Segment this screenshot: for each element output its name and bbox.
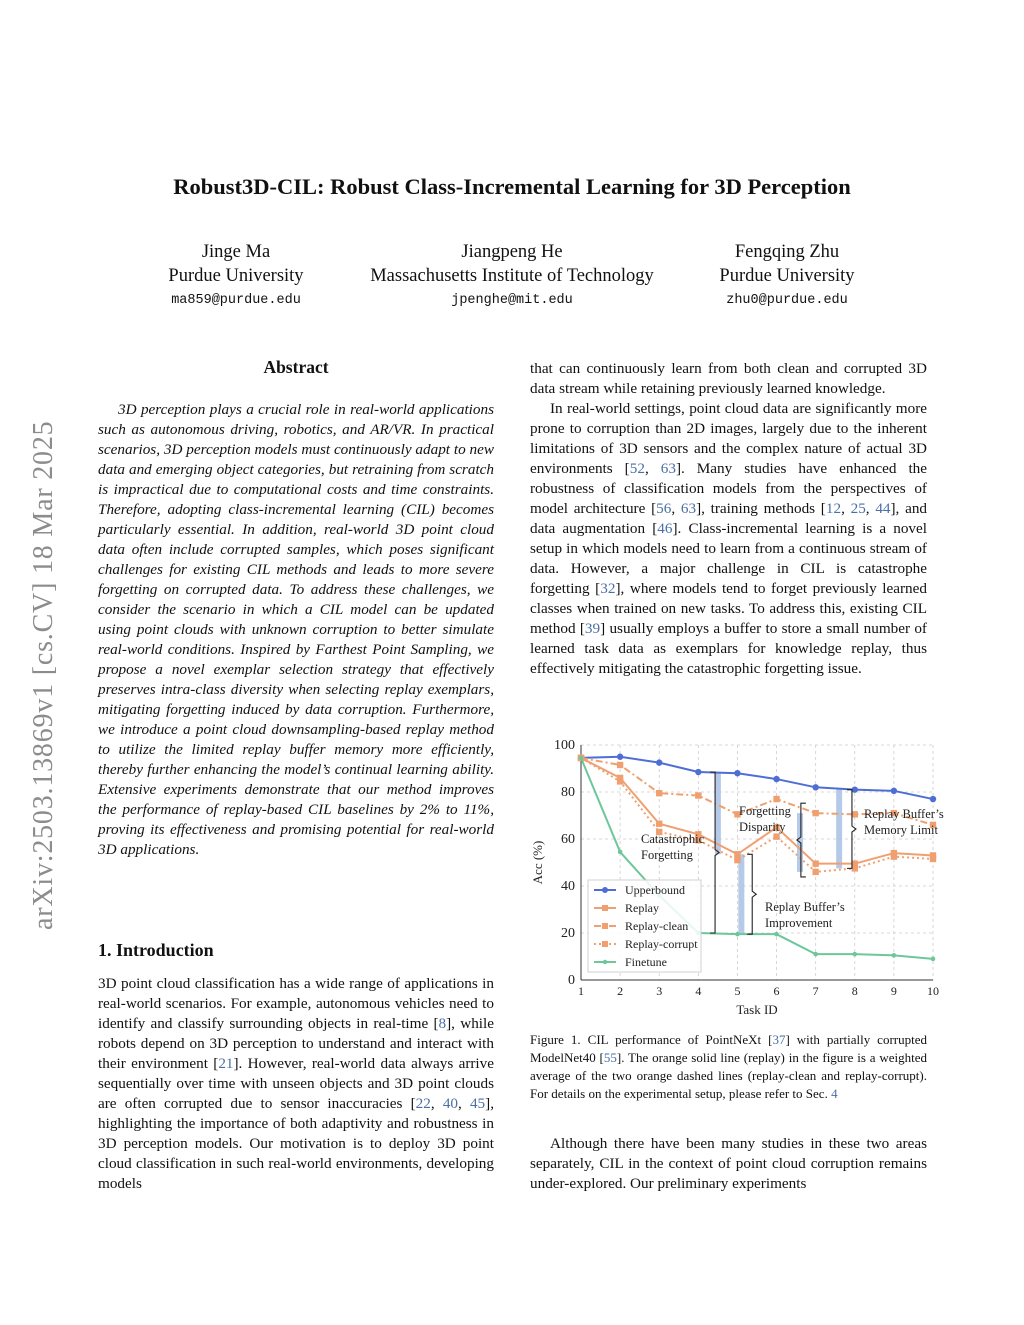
- data-point: [930, 796, 936, 802]
- legend-label: Finetune: [625, 955, 667, 969]
- data-point: [852, 786, 858, 792]
- intro-right-column-bottom: [530, 1134, 927, 1194]
- text-run: ] with partially corrupted ModelNet40 [: [530, 1032, 927, 1065]
- x-tick-label: 10: [927, 984, 939, 998]
- citation-link[interactable]: 52: [629, 460, 645, 477]
- abstract-body: [98, 400, 494, 860]
- author-affiliation: Massachusetts Institute of Technology: [370, 266, 654, 286]
- figure-caption: [530, 1031, 927, 1103]
- data-point: [891, 788, 897, 794]
- data-point: [656, 821, 662, 827]
- gap-bar: [738, 854, 744, 934]
- text-run: ] usually employs a buffer to store a small number of learned task data as exemplars for knowledge replay, thus effectively mitigating the catastrophic forgetting issue.: [530, 620, 927, 677]
- y-tick-label: 20: [561, 926, 575, 941]
- section-link[interactable]: 4: [831, 1086, 838, 1101]
- intro-paragraph-3: Although there have been many studies in these two areas separately, CIL in the context of point cloud corruption remains under-explored. Our preliminary experiments: [530, 1135, 927, 1192]
- x-tick-label: 6: [773, 984, 780, 998]
- y-tick-label: 80: [561, 785, 575, 800]
- data-point: [618, 850, 623, 855]
- text-run: ,: [458, 1095, 470, 1112]
- section-heading-introduction: 1. Introduction: [98, 940, 214, 960]
- annotation-label: Improvement: [765, 916, 833, 930]
- text-run: ]. The orange solid line (replay) in the figure is a weighted average of the two orange dashed lines (replay-clean and replay-corrupt). For details on the experimental setup, please refer to Sec.: [530, 1050, 927, 1101]
- annotation-label: Memory Limit: [864, 823, 938, 837]
- author-affiliation: Purdue University: [719, 266, 855, 286]
- arxiv-identifier: arXiv:2503.13869v1 [cs.CV] 18 Mar 2025: [28, 420, 59, 930]
- data-point: [773, 833, 779, 839]
- citation-link[interactable]: 63: [660, 460, 676, 477]
- legend-label: Replay: [625, 901, 659, 915]
- text-run: ], training methods [: [696, 500, 826, 517]
- text-run: ,: [671, 500, 681, 517]
- citation-link[interactable]: 40: [442, 1095, 458, 1112]
- data-point: [892, 953, 897, 958]
- y-tick-label: 0: [568, 973, 575, 988]
- x-axis-label: Task ID: [736, 1002, 778, 1017]
- author-affiliation: Purdue University: [168, 266, 304, 286]
- text-run: In real-world settings, point cloud data are significantly more prone to corruption than 2D images, largely due to the inherent limitations of 3D sensors and the complex nature of actual 3D environments [: [530, 400, 927, 477]
- text-run: ], where models tend to forget previously learned classes when trained on new tasks. To address this, existing CIL method [: [530, 580, 927, 637]
- text-run: ], and data augmentation [: [530, 500, 928, 537]
- data-point: [579, 756, 584, 761]
- x-tick-label: 7: [812, 984, 819, 998]
- citation-link[interactable]: 25: [850, 500, 866, 517]
- data-point: [695, 792, 701, 798]
- data-point: [773, 776, 779, 782]
- citation-link[interactable]: 56: [656, 500, 672, 517]
- intro-left-column: [98, 974, 494, 1194]
- data-point: [891, 853, 897, 859]
- annotation-label: Forgetting: [641, 848, 693, 862]
- annotation-label: Disparity: [739, 820, 786, 834]
- annotation-label: Catastrophic: [641, 832, 705, 846]
- y-tick-label: 60: [561, 832, 575, 847]
- data-point: [812, 784, 818, 790]
- data-point: [695, 769, 701, 775]
- figure-1-chart: [528, 732, 948, 1022]
- author-email[interactable]: zhu0@purdue.edu: [726, 293, 848, 308]
- data-point: [931, 957, 936, 962]
- annotation-label: Forgetting: [739, 804, 791, 818]
- abstract-heading: Abstract: [263, 357, 329, 377]
- citation-link[interactable]: 32: [600, 580, 616, 597]
- citation-link[interactable]: 46: [657, 520, 673, 537]
- x-tick-label: 9: [890, 984, 897, 998]
- intro-paragraph-2: [530, 399, 927, 679]
- legend-marker: [602, 887, 608, 893]
- data-point: [812, 869, 818, 875]
- legend-label: Replay-clean: [625, 919, 689, 933]
- data-point: [852, 811, 858, 817]
- citation-link[interactable]: 44: [875, 500, 891, 517]
- abstract-text: 3D perception plays a crucial role in real-world applications such as autonomous driving, robotics, and AR/VR. In practical scenarios, 3D perception models must continuously adapt to new data and emerging object categories, but retraining from scratch is impractical due to computational costs and time constraints. Therefore, adopting class-incremental learning (CIL) becomes particularly essential. In addition, real-world 3D point cloud data often include corrupted samples, which poses significant challenges for existing CIL methods and leads to more severe forgetting on corrupted data. To address these challenges, we consider the scenario in which a CIL model can be updated using point clouds with unknown corruption to better simulate real-world conditions. Inspired by Farthest Point Sampling, we propose a novel exemplar selection strategy that effectively preserves intra-class diversity when selecting replay exemplars, mitigating forgetting induced by data corruption. Furthermore, we introduce a point cloud downsampling-based replay method to utilize the limited replay buffer memory more efficiently, thereby further enhancing the model’s continual learning ability. Extensive experiments demonstrate that our method improves the performance of replay-based CIL baselines by 2% to 11%, proving its effectiveness and promising potential for real-world 3D applications.: [98, 401, 494, 858]
- author-email[interactable]: jpenghe@mit.edu: [451, 293, 573, 308]
- y-tick-label: 100: [554, 738, 575, 753]
- x-tick-label: 1: [578, 984, 584, 998]
- text-run: ], while robots depend on 3D perception to understand and interact with their environment [: [98, 1015, 494, 1072]
- y-axis-label: Acc (%): [530, 840, 545, 885]
- citation-link[interactable]: 63: [680, 500, 697, 517]
- data-point: [656, 790, 662, 796]
- data-point: [774, 932, 779, 937]
- author-name: Jinge Ma: [201, 242, 271, 262]
- buffer-improvement-bracket: [747, 854, 756, 934]
- author-name: Jiangpeng He: [461, 242, 563, 262]
- data-point: [813, 952, 818, 957]
- data-point: [812, 860, 818, 866]
- paper-title: Robust3D-CIL: Robust Class-Incremental Learning for 3D Perception: [173, 174, 851, 199]
- text-run: ]. However, real-world data always arrive sequentially over time with unseen objects and 3D point clouds are often corrupted due to sensor inaccuracies [: [98, 1055, 494, 1112]
- author-email[interactable]: ma859@purdue.edu: [171, 293, 301, 308]
- data-point: [656, 759, 662, 765]
- legend-marker: [602, 941, 608, 947]
- legend-label: Replay-corrupt: [625, 937, 698, 951]
- citation-link[interactable]: 12: [825, 500, 842, 517]
- text-run: ]. Many studies have enhanced the robustness of classification models from the perspectives of model architecture [: [530, 460, 928, 517]
- gap-bar: [836, 790, 842, 869]
- intro-paragraph-1-continued: that can continuously learn from both clean and corrupted 3D data stream while retaining previously learned knowledge.: [530, 360, 927, 397]
- citation-link[interactable]: 55: [603, 1050, 617, 1065]
- author-name: Fengqing Zhu: [734, 242, 840, 262]
- data-point: [734, 851, 740, 857]
- data-point: [852, 865, 858, 871]
- citation-link[interactable]: 8: [438, 1015, 447, 1032]
- text-run: ,: [865, 500, 876, 517]
- text-run: ,: [430, 1095, 443, 1112]
- text-run: 3D point cloud classification has a wide range of applications in real-world scenarios. For example, autonomous vehicles need to identify and classify surrounding objects in real-time [: [98, 975, 494, 1032]
- data-point: [734, 770, 740, 776]
- annotation-label: Replay Buffer’s: [864, 807, 944, 821]
- text-run: ,: [644, 460, 661, 477]
- text-run: Figure 1. CIL performance of PointNeXt [: [530, 1032, 773, 1047]
- x-tick-label: 3: [656, 984, 663, 998]
- citation-link[interactable]: 21: [218, 1055, 234, 1072]
- data-point: [852, 952, 857, 957]
- x-tick-label: 8: [851, 984, 858, 998]
- annotation-label: Replay Buffer’s: [765, 900, 845, 914]
- legend-label: Upperbound: [625, 883, 685, 897]
- text-run: ], highlighting the importance of both adaptivity and robustness in 3D perception models. Our motivation is to deploy 3D point cloud classification in such real-world environments, developing models: [98, 1095, 494, 1192]
- legend-marker: [602, 905, 608, 911]
- data-point: [617, 754, 623, 760]
- legend-marker: [602, 923, 608, 929]
- intro-right-column: [530, 359, 927, 679]
- data-point: [812, 810, 818, 816]
- y-tick-label: 40: [561, 879, 575, 894]
- x-tick-label: 5: [734, 984, 741, 998]
- data-point: [735, 932, 740, 937]
- data-point: [773, 796, 779, 802]
- legend-marker: [603, 960, 607, 964]
- data-point: [617, 778, 623, 784]
- data-point: [930, 856, 936, 862]
- citation-link[interactable]: 45: [469, 1095, 486, 1112]
- citation-link[interactable]: 22: [415, 1095, 431, 1112]
- data-point: [617, 762, 623, 768]
- citation-link[interactable]: 37: [772, 1032, 786, 1047]
- x-tick-label: 4: [695, 984, 702, 998]
- citation-link[interactable]: 39: [584, 620, 601, 637]
- x-tick-label: 2: [617, 984, 624, 998]
- data-point: [734, 857, 740, 863]
- text-run: ,: [841, 500, 851, 517]
- author-block: [622, 240, 952, 308]
- text-run: ]. Class-incremental learning is a novel setup in which models need to learn from a continuous stream of data. However, a major challenge in CIL is catastrophe forgetting [: [530, 520, 927, 597]
- line-chart-svg: [528, 732, 948, 1022]
- intro-paragraph-1: [98, 974, 494, 1194]
